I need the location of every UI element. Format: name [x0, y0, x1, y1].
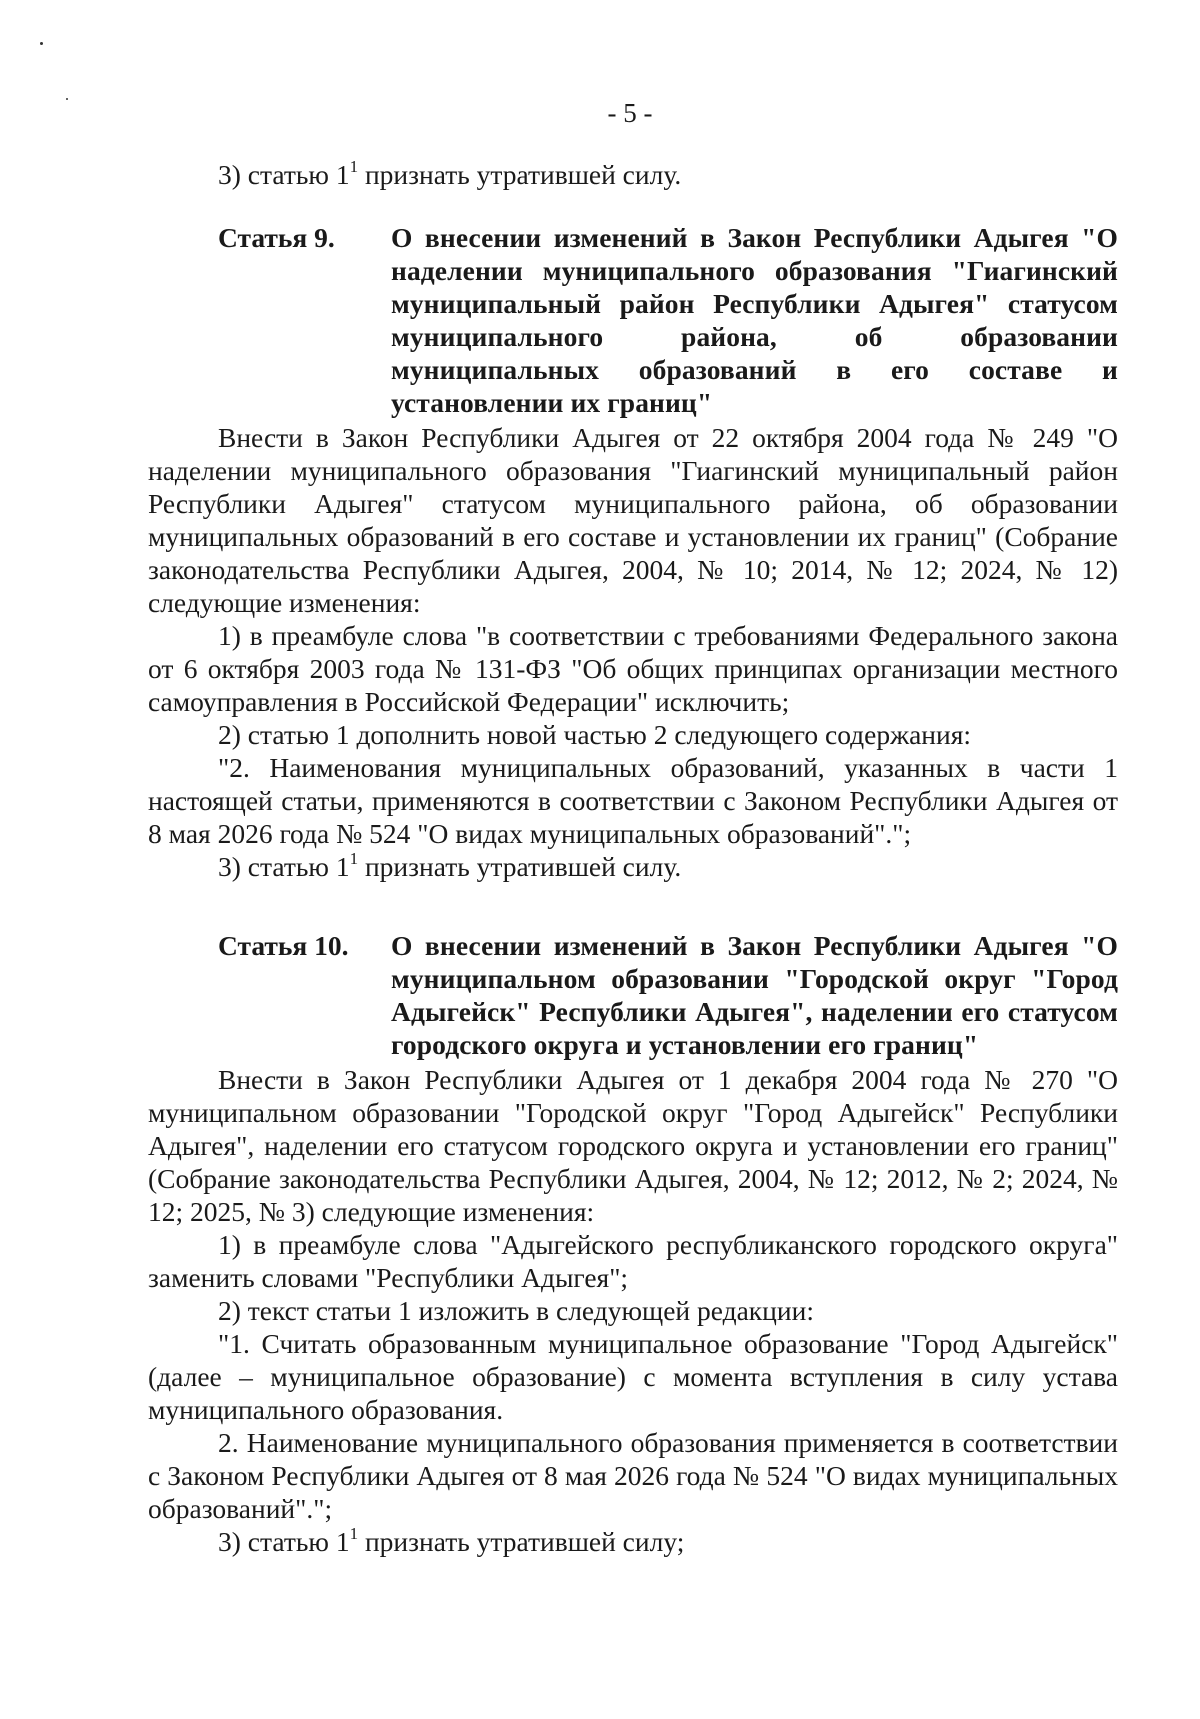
intro-item-text: 3) статью 1 [218, 159, 350, 190]
article-10-item-3-rest: признать утратившей силу; [358, 1526, 685, 1557]
intro-item [148, 158, 1118, 191]
article-10-label: Статья 10. [218, 930, 349, 961]
article-9-title: О внесении изменений в Закон Республики Адыгея "О наделении муниципального образования "Гиагинский муниципальный район Республики Адыгея" статусом муниципального района, об образовании муниципальных образований в его составе и установлении их границ" [391, 222, 1118, 418]
article-9-label: Статья 9. [218, 222, 335, 253]
article-10-item-2-quote-1: "1. Считать образованным муниципальное образование "Город Адыгейск" (далее – муниципальное образование) с момента вступления в силу устава муниципального образования. [148, 1328, 1118, 1425]
article-10-title: О внесении изменений в Закон Республики Адыгея "О муниципальном образовании "Городской округ "Город Адыгейск" Республики Адыгея", наделении его статусом городского округа и установлении его границ" [391, 930, 1118, 1060]
article-9-item-2: 2) статью 1 дополнить новой частью 2 следующего содержания: [218, 719, 972, 750]
article-9-item-3-rest: признать утратившей силу. [358, 851, 682, 882]
article-9-item-3 [148, 850, 1118, 883]
article-10-heading [148, 929, 1118, 1061]
article-9-item-2-quote: "2. Наименования муниципальных образований, указанных в части 1 настоящей статьи, применяются в соответствии с Законом Республики Адыгея от 8 мая 2026 года № 524 "О видах муниципальных образований"."; [148, 752, 1118, 849]
superscript: 1 [349, 156, 359, 176]
intro-item-rest: признать утратившей силу. [358, 159, 682, 190]
superscript: 1 [349, 848, 359, 868]
article-10-item-3 [148, 1525, 1118, 1558]
article-9-intro: Внести в Закон Республики Адыгея от 22 октября 2004 года № 249 "О наделении муниципального образования "Гиагинский муниципальный район Республики Адыгея" статусом муниципального района, об образовании муниципальных образований в его составе и установлении их границ" (Собрание законодательства Республики Адыгея, 2004, № 10; 2014, № 12; 2024, № 12) следующие изменения: [148, 422, 1118, 618]
article-9-item-1: 1) в преамбуле слова "в соответствии с требованиями Федерального закона от 6 октября 2003 года № 131-ФЗ "Об общих принципах организации местного самоуправления в Российской Федерации" исключить; [148, 620, 1118, 717]
scan-speck [40, 42, 43, 45]
article-9-item-3-text: 3) статью 1 [218, 851, 350, 882]
article-10-item-3-text: 3) статью 1 [218, 1526, 350, 1557]
article-10-intro: Внести в Закон Республики Адыгея от 1 декабря 2004 года № 270 "О муниципальном образовании "Городской округ "Город Адыгейск" Республики Адыгея", наделении его статусом городского округа и установлении его границ" (Собрание законодательства Республики Адыгея, 2004, № 12; 2012, № 2; 2024, № 12; 2025, № 3) следующие изменения: [148, 1064, 1118, 1227]
document-body [148, 158, 1118, 1558]
article-10-item-1: 1) в преамбуле слова "Адыгейского республиканского городского округа" заменить словами "Республики Адыгея"; [148, 1229, 1118, 1293]
article-10-item-2: 2) текст статьи 1 изложить в следующей редакции: [218, 1295, 814, 1326]
page-number: - 5 - [607, 98, 653, 128]
superscript: 1 [349, 1523, 359, 1543]
article-9-heading [148, 221, 1118, 419]
article-10-item-2-quote-2: 2. Наименование муниципального образования применяется в соответствии с Законом Республики Адыгея от 8 мая 2026 года № 524 "О видах муниципальных образований"."; [148, 1427, 1118, 1524]
